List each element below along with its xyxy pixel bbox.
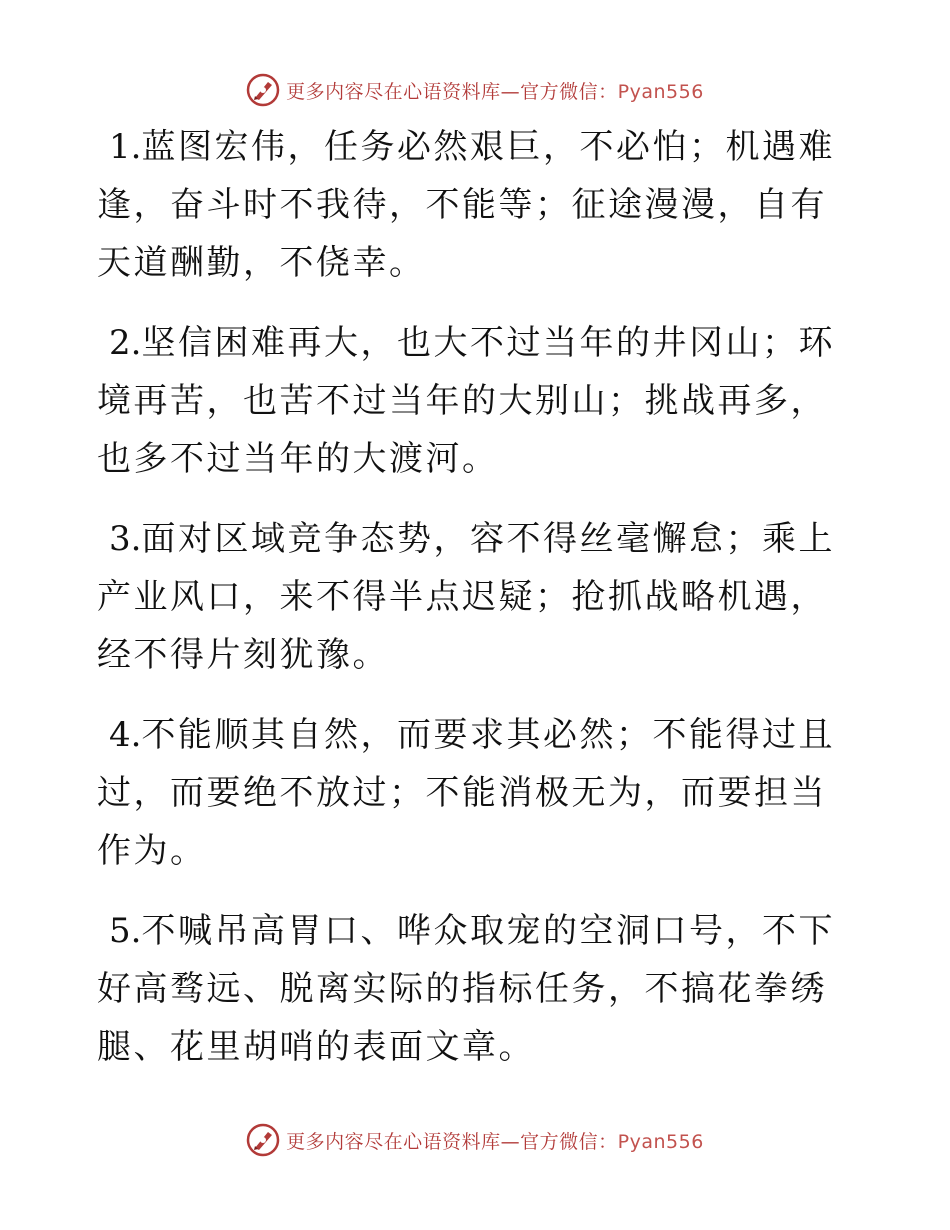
paragraph-3 (97, 510, 849, 684)
paragraph-5 (97, 902, 849, 1076)
header-banner-text (286, 77, 704, 104)
paragraph-number: 2. (109, 323, 142, 363)
paragraph-1 (97, 118, 849, 292)
paragraph-2 (97, 314, 849, 488)
paragraph-text: 面对区域竞争态势，容不得丝毫懈怠；乘上产业风口，来不得半点迟疑；抢抓战略机遇，经不得片刻犹豫。 (97, 519, 835, 675)
paragraph-text: 坚信困难再大，也大不过当年的井冈山；环境再苦，也苦不过当年的大别山；挑战再多，也多不过当年的大渡河。 (97, 323, 835, 479)
paragraph-number: 4. (109, 715, 142, 755)
paragraph-4 (97, 706, 849, 880)
header-banner (0, 70, 950, 110)
footer-wechat-handle: Pyan556 (617, 1130, 704, 1153)
quill-seal-icon (246, 1123, 280, 1157)
document-body (97, 118, 849, 1098)
header-wechat-handle: Pyan556 (617, 80, 704, 103)
paragraph-number: 3. (109, 519, 142, 559)
footer-banner (0, 1120, 950, 1160)
paragraph-text: 蓝图宏伟，任务必然艰巨，不必怕；机遇难逢，奋斗时不我待，不能等；征途漫漫，自有天道酬勤，不侥幸。 (97, 127, 835, 283)
footer-banner-text (286, 1127, 704, 1154)
paragraph-number: 1. (109, 127, 142, 167)
paragraph-text: 不喊吊高胃口、哗众取宠的空洞口号，不下好高骛远、脱离实际的指标任务，不搞花拳绣腿、花里胡哨的表面文章。 (97, 911, 835, 1067)
header-banner-label: 更多内容尽在心语资料库—官方微信： (286, 80, 618, 103)
quill-seal-icon (246, 73, 280, 107)
paragraph-text: 不能顺其自然，而要求其必然；不能得过且过，而要绝不放过；不能消极无为，而要担当作为。 (97, 715, 835, 871)
footer-banner-label: 更多内容尽在心语资料库—官方微信： (286, 1130, 618, 1153)
paragraph-number: 5. (109, 911, 142, 951)
